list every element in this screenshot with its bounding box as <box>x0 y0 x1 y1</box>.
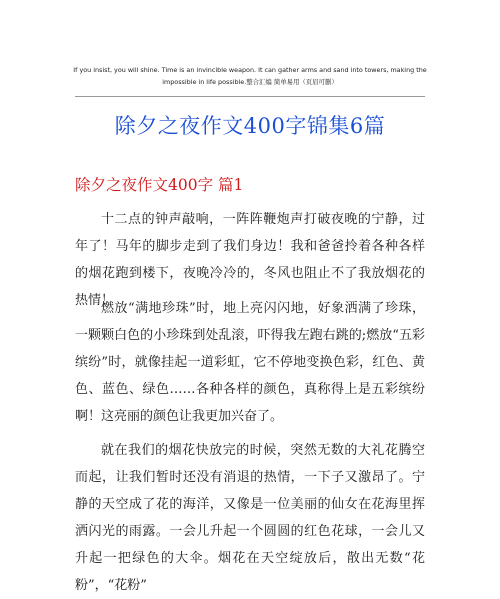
body-paragraph-3: 就在我们的烟花快放完的时候，突然无数的大礼花腾空而起，让我们暂时还没有消退的热情，一下子又激昂了。宁静的天空成了花的海洋，又像是一位美丽的仙女在花海里挥洒闪光的雨露。一会儿升起一个圆圆的红色花球，一会儿又升起一把绿色的大伞。烟花在天空绽放后，散出无数“花粉”，“花粉” <box>75 443 425 593</box>
section-title: 除夕之夜作文400字 篇1 <box>75 176 244 194</box>
header-quote-line-2: impossible in life possible.整合汇编 简单易用（页眉可删） <box>162 78 338 86</box>
page-header <box>60 64 440 88</box>
body-paragraph-2: 燃放“满地珍珠”时，地上亮闪闪地，好象洒满了珍珠，一颗颗白色的小珍珠到处乱滚，吓得我左跑右跳的;燃放“五彩缤纷”时，就像挂起一道彩虹，它不停地变换色彩，红色、黄色、蓝色、绿色……各种各样的颜色，真称得上是五彩缤纷啊！这亮丽的颜色让我更加兴奋了。 <box>75 301 425 424</box>
header-divider <box>75 96 425 97</box>
header-quote-line-1: If you insist, you will shine. Time is an invincible weapon. It can gather arms and sand into towers, making the <box>73 66 427 74</box>
body-paragraph-1: 十二点的钟声敲响，一阵阵鞭炮声打破夜晚的宁静，过年了！马年的脚步走到了我们身边！我和爸爸拎着各种各样的烟花跑到楼下，夜晚冷冷的，冬风也阻止不了我放烟花的热情！ <box>75 212 425 308</box>
document-title: 除夕之夜作文400字锦集6篇 <box>114 114 386 138</box>
